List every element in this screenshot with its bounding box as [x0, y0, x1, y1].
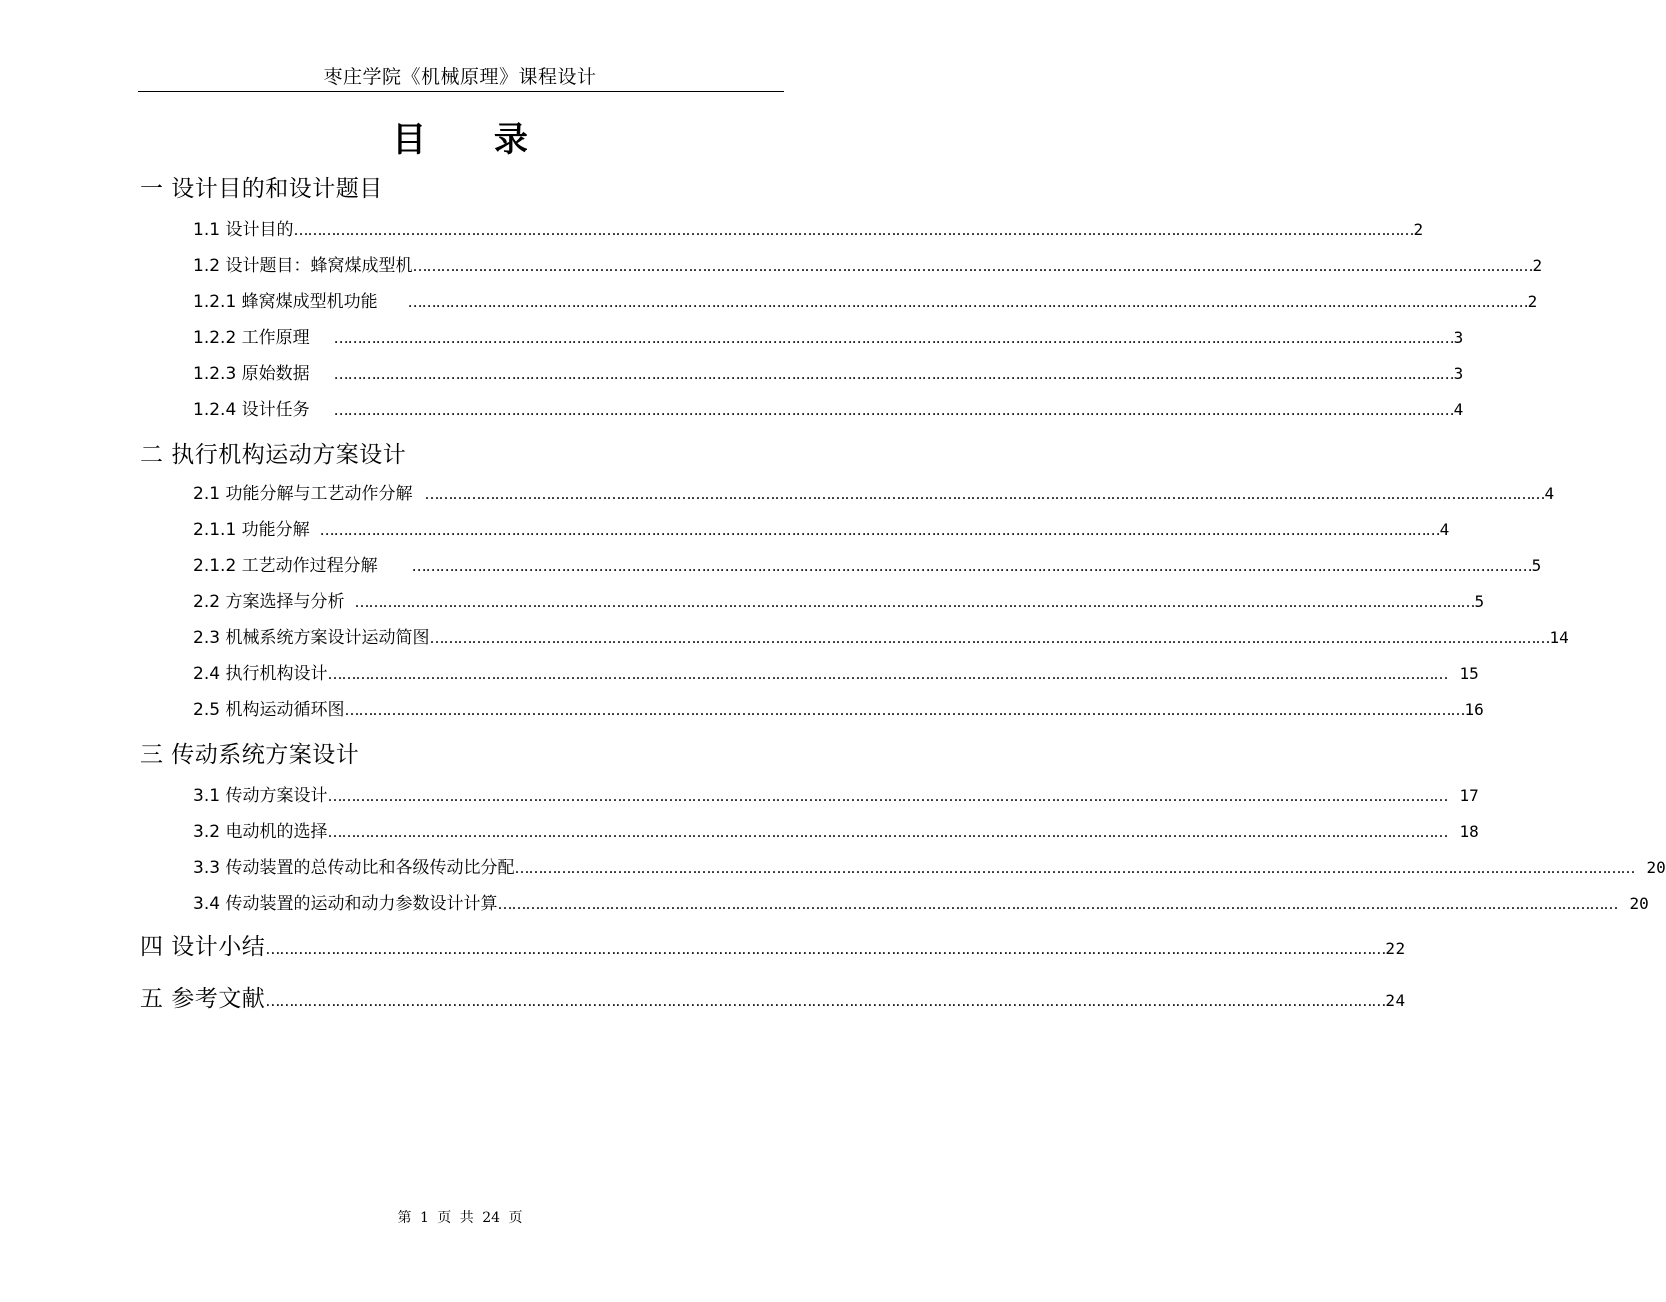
- toc-leader: ……………………………………………………………………………………………………………………………………………………………………………………………………………………: [514, 859, 1635, 877]
- running-header: 枣庄学院《机械原理》课程设计: [323, 66, 597, 88]
- toc-label: 二 执行机构运动方案设计: [140, 442, 407, 468]
- toc-label: 2.3 机械系统方案设计运动简图: [193, 628, 430, 648]
- toc-label: 2.5 机构运动循环图: [193, 700, 345, 720]
- toc-label: 五 参考文献: [140, 986, 266, 1012]
- toc-label: 一 设计目的和设计题目: [140, 176, 383, 202]
- page-footer: 第 1 页 共 24 页: [397, 1210, 523, 1226]
- toc-section-3[interactable]: [140, 736, 359, 769]
- toc-leader: ……………………………………………………………………………………………………………………………………………………………………………………………………………………: [411, 557, 1532, 575]
- toc-label: 3.4 传动装置的运动和动力参数设计计算: [193, 894, 498, 914]
- toc-section-2[interactable]: [140, 436, 406, 469]
- toc-label: 三 传动系统方案设计: [140, 742, 360, 768]
- toc-page: 2: [1413, 220, 1424, 239]
- toc-entry[interactable]: [193, 551, 1542, 576]
- toc-page: 2: [1532, 256, 1543, 275]
- toc-leader: ……………………………………………………………………………………………………………………………………………………………………………………………………………………: [327, 787, 1448, 805]
- toc-page: 14: [1549, 628, 1569, 647]
- toc-leader: ……………………………………………………………………………………………………………………………………………………………………………………………………………………: [333, 329, 1454, 347]
- toc-leader: ……………………………………………………………………………………………………………………………………………………………………………………………………………………: [327, 823, 1448, 841]
- toc-label: 2.1.2 工艺动作过程分解: [193, 556, 378, 576]
- toc-entry[interactable]: [193, 479, 1555, 504]
- toc-page: 2: [1527, 292, 1538, 311]
- toc-label: 3.3 传动装置的总传动比和各级传动比分配: [193, 858, 515, 878]
- toc-label: 1.2 设计题目：蜂窝煤成型机: [193, 256, 413, 276]
- toc-leader: ……………………………………………………………………………………………………………………………………………………………………………………………………………………: [354, 593, 1475, 611]
- toc-entry[interactable]: [193, 323, 1464, 348]
- toc-label: 1.2.1 蜂窝煤成型机功能: [193, 292, 378, 312]
- toc-page: 3: [1453, 328, 1464, 347]
- toc-entry[interactable]: [193, 395, 1464, 420]
- toc-entry[interactable]: [193, 587, 1485, 612]
- toc-leader: ……………………………………………………………………………………………………………………………………………………………………………………………………………………: [412, 257, 1533, 275]
- toc-entry[interactable]: [193, 695, 1484, 720]
- toc-leader: ……………………………………………………………………………………………………………………………………………………………………………………………………………………: [344, 701, 1465, 719]
- toc-entry[interactable]: [193, 623, 1569, 648]
- toc-leader: ……………………………………………………………………………………………………………………………………………………………………………………………………………………: [327, 665, 1448, 683]
- toc-leader: ……………………………………………………………………………………………………………………………………………………………………………………………………………………: [333, 401, 1454, 419]
- toc-entry[interactable]: [193, 287, 1538, 312]
- toc-label: 2.1.1 功能分解: [193, 520, 310, 540]
- toc-leader: ……………………………………………………………………………………………………………………………………………………………………………………………………………………: [293, 221, 1414, 239]
- toc-leader: ……………………………………………………………………………………………………………………………………………………………………………………………………………………: [429, 629, 1550, 647]
- toc-label: 3.1 传动方案设计: [193, 786, 328, 806]
- toc-section-5[interactable]: [140, 980, 1406, 1013]
- toc-page: 4: [1453, 400, 1464, 419]
- toc-label: 3.2 电动机的选择: [193, 822, 328, 842]
- toc-entry[interactable]: [193, 515, 1450, 540]
- toc-page: 3: [1453, 364, 1464, 383]
- toc-label: 四 设计小结: [140, 934, 266, 960]
- toc-page: 18: [1459, 822, 1479, 841]
- toc-entry[interactable]: [193, 359, 1464, 384]
- header-rule: [138, 91, 784, 92]
- toc-page: 5: [1531, 556, 1542, 575]
- toc-entry[interactable]: [193, 251, 1543, 276]
- toc-label: 2.2 方案选择与分析: [193, 592, 345, 612]
- toc-page: 15: [1459, 664, 1479, 683]
- toc-page: 17: [1459, 786, 1479, 805]
- toc-section-1[interactable]: [140, 170, 383, 203]
- toc-page: 5: [1474, 592, 1485, 611]
- toc-page: 20: [1629, 894, 1649, 913]
- toc-page: 24: [1385, 991, 1406, 1010]
- toc-page: 4: [1439, 520, 1450, 539]
- toc-entry[interactable]: [193, 781, 1479, 806]
- toc-leader: ……………………………………………………………………………………………………………………………………………………………………………………………………………………: [424, 485, 1545, 503]
- toc-page: 16: [1464, 700, 1484, 719]
- toc-leader: ……………………………………………………………………………………………………………………………………………………………………………………………………………………: [497, 895, 1618, 913]
- toc-label: 1.2.4 设计任务: [193, 400, 310, 420]
- toc-page: 20: [1646, 858, 1666, 877]
- toc-label: 2.4 执行机构设计: [193, 664, 328, 684]
- page-title: 目 录: [392, 120, 556, 160]
- toc-leader: ……………………………………………………………………………………………………………………………………………………………………………………………………………………: [407, 293, 1528, 311]
- toc-page: 4: [1544, 484, 1555, 503]
- toc-section-4[interactable]: [140, 928, 1406, 961]
- toc-entry[interactable]: [193, 889, 1649, 914]
- toc-leader: ……………………………………………………………………………………………………………………………………………………………………………………………………………………: [333, 365, 1454, 383]
- toc-entry[interactable]: [193, 853, 1666, 878]
- toc-entry[interactable]: [193, 215, 1424, 240]
- toc-entry[interactable]: [193, 817, 1479, 842]
- toc-label: 2.1 功能分解与工艺动作分解: [193, 484, 413, 504]
- toc-label: 1.1 设计目的: [193, 220, 294, 240]
- toc-page: 22: [1385, 939, 1406, 958]
- toc-leader: ……………………………………………………………………………………………………………………………………………………………………………………………………………………: [319, 521, 1440, 539]
- toc-label: 1.2.3 原始数据: [193, 364, 310, 384]
- toc-leader: ……………………………………………………………………………………………………………………………………………………………………………………………………………………: [265, 992, 1386, 1010]
- toc-label: 1.2.2 工作原理: [193, 328, 310, 348]
- toc-leader: ……………………………………………………………………………………………………………………………………………………………………………………………………………………: [265, 940, 1386, 958]
- toc-entry[interactable]: [193, 659, 1479, 684]
